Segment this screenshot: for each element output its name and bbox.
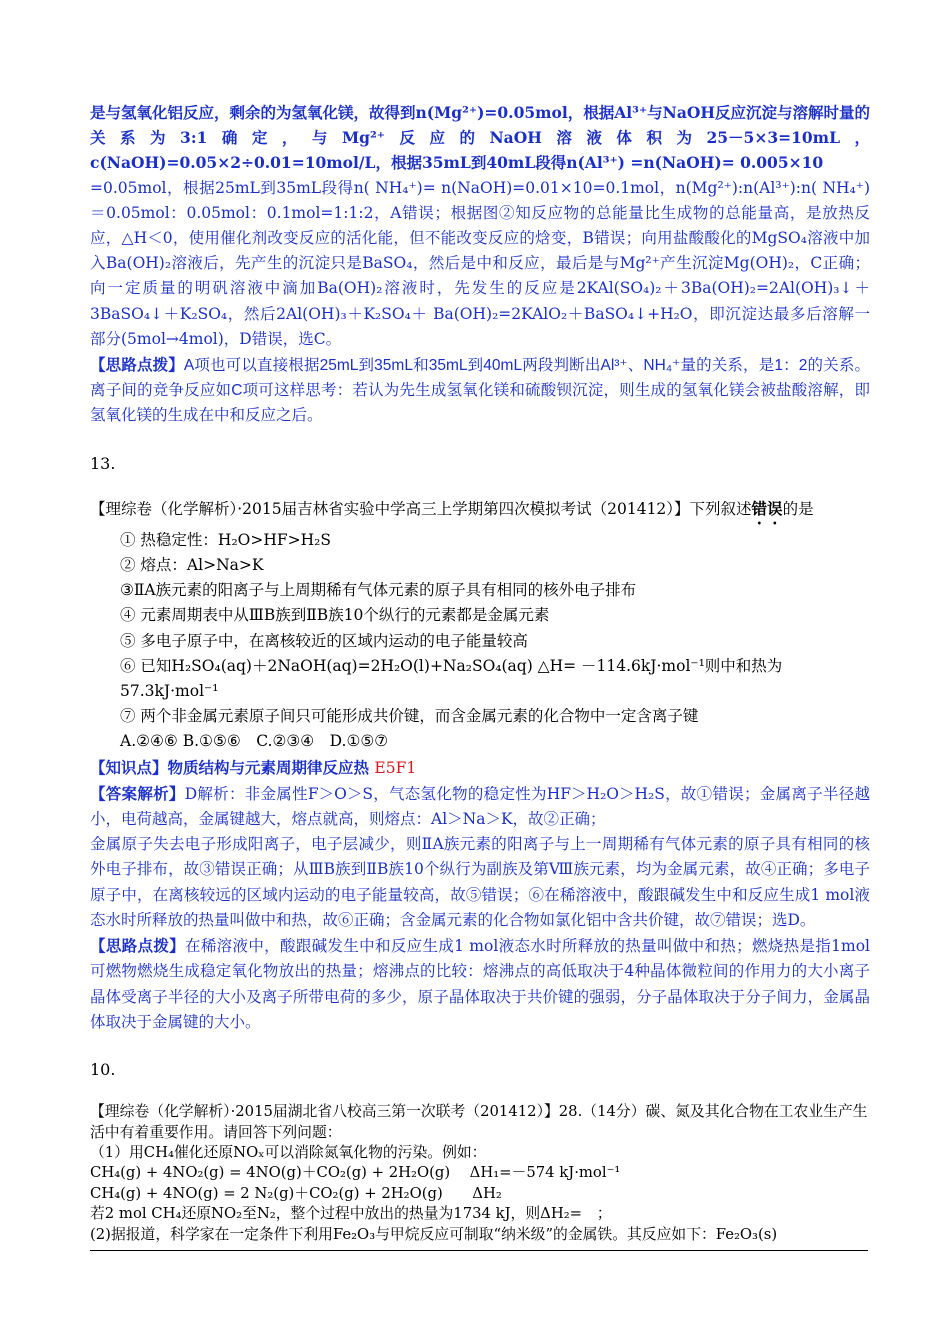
answer-analysis [90, 781, 870, 933]
question-13-source [90, 496, 870, 528]
solution-continuation [90, 100, 870, 176]
hint-block-2 [90, 933, 870, 1035]
hint-label: 【思路点拨】 [90, 355, 184, 375]
answer-text-2: 金属原子失去电子形成阳离子，电子层减少，则ⅡA族元素的阳离子与上一周期稀有气体元素的原子具有相同的核外电子排布，故③错误正确；从ⅢB族到ⅡB族10个纵行为副族及第Ⅷ族元素，均为金属元素，故④正确；多电子原子中，在离核较远的区域内运动的电子能量较高，故⑤错误；⑥在稀溶液中，酸跟碱发生中和反应生成1 mol液态水时所释放的热量叫做中和热，故⑥正确；含金属元素的化合物如氯化铝中含共价键，故⑦错误；选D。 [90, 835, 870, 929]
question-line: 若2 mol CH₄还原NO₂至N₂，整个过程中放出的热量为1734 kJ，则ΔH₂= ； [90, 1205, 612, 1223]
question-10-body [90, 1102, 870, 1245]
answer-options: A.②④⑥ B.①⑤⑥ C.②③④ D.①⑤⑦ [120, 732, 389, 751]
question-source-end: 的是 [782, 499, 814, 518]
hint-block-1 [90, 352, 870, 429]
question-line: （1）用CH₄催化还原NOₓ可以消除氮氧化物的污染。例如： [90, 1143, 487, 1161]
statement-item: ⑦ 两个非金属元素原子间只可能形成共价键，而含金属元素的化合物中一定含离子键 [120, 707, 699, 726]
page-footer-rule [90, 1250, 868, 1251]
solution-paragraph-2-wrap [90, 176, 870, 352]
knowledge-point [90, 755, 870, 781]
statement-item: ② 熔点：Al>Na>K [120, 556, 264, 575]
answer-text-1: D解析：非金属性F＞O＞S，气态氢化物的稳定性为HF＞H₂O＞H₂S，故①错误；金属离子半径越小，电荷越高，金属键越大，熔点就高，则熔点：Al＞Na＞K，故②正确； [90, 784, 870, 829]
question-number-13: 13. [90, 453, 116, 473]
equation-line: CH₄(g) + 4NO(g) = 2 N₂(g)＋CO₂(g) + 2H₂O(g) ΔH₂ [90, 1184, 502, 1202]
page-content [90, 100, 870, 1245]
hint-text: A项也可以直接根据25mL到35mL和35mL到40mL两段判断出Al³⁺、NH₄⁺量的关系，是1：2的关系。离子间的竞争反应如C项可这样思考：若认为先生成氢氧化镁和硫酸钡沉淀，则生成的氢氧化镁会被盐酸溶解，即氢氧化镁的生成在中和反应之后。 [90, 357, 870, 425]
question-source: 【理综卷（化学解析）·2015届吉林省实验中学高三上学期第四次模拟考试（201412）】下列叙述 [90, 499, 752, 518]
statement-item: ① 热稳定性：H₂O>HF>H₂S [120, 530, 331, 549]
hint-text: 在稀溶液中，酸跟碱发生中和反应生成1 mol液态水时所释放的热量叫做中和热；燃烧热是指1mol可燃物燃烧生成稳定氧化物放出的热量；熔沸点的比较：熔沸点的高低取决于4种晶体微粒间的作用力的大小离子晶体受离子半径的大小及离子所带电荷的多少，原子晶体取决于共价键的强弱，分子晶体取决于分子间力，金属晶体取决于金属键的大小。 [90, 937, 870, 1031]
statement-item: ⑤ 多电子原子中，在离核较近的区域内运动的电子能量较高 [120, 631, 528, 650]
emphasis-word: 错误 [751, 498, 783, 518]
question-line: (2)据报道，科学家在一定条件下利用Fe₂O₃与甲烷反应可制取“纳米级”的金属铁。其反应如下：Fe₂O₃(s) [90, 1225, 778, 1243]
question-number-10: 10. [90, 1059, 116, 1079]
solution-paragraph-2: =0.05mol，根据25mL到35mL段得n( NH₄⁺)= n(NaOH)=0.01×10=0.1mol，n(Mg²⁺):n(Al³⁺):n( NH₄⁺)＝0.05mol：0.05mol：0.1mol=1:1:2，A错误；根据图②知反应物的总能量比生成物的总能量高，是放热反应，△H＜0，使用催化剂改变反应的活化能，但不能改变反应的焓变，B错误；向用盐酸酸化的MgSO₄溶液中加入Ba(OH)₂溶液后，先产生的沉淀只是BaSO₄，然后是中和反应，最后是与Mg²⁺产生沉淀Mg(OH)₂，C正确；向一定质量的明矾溶液中滴加Ba(OH)₂溶液时，先发生的反应是2KAl(SO₄)₂＋3Ba(OH)₂=2Al(OH)₃↓＋3BaSO₄↓＋K₂SO₄，然后2Al(OH)₃＋K₂SO₄＋ Ba(OH)₂=2KAlO₂＋BaSO₄↓+H₂O，即沉淀达最多后溶解一部分(5mol→4mol)，D错误，选C。 [90, 178, 870, 348]
statement-item: ④ 元素周期表中从ⅢB族到ⅡB族10个纵行的元素都是金属元素 [120, 606, 550, 625]
question-source: 【理综卷（化学解析）·2015届湖北省八校高三第一次联考（201412）】28.（14分）碳、氮及其化合物在工农业生产生活中有着重要作用。请回答下列问题： [90, 1103, 868, 1141]
hint-label: 【思路点拨】 [90, 936, 186, 956]
knowledge-point-code: E5F1 [374, 758, 417, 777]
answer-label: 【答案解析】 [90, 783, 185, 803]
knowledge-point-label: 【知识点】物质结构与元素周期律反应热 [90, 757, 370, 777]
statement-list [90, 528, 870, 755]
statement-item: ⑥ 已知H₂SO₄(aq)＋2NaOH(aq)=2H₂O(l)+Na₂SO₄(aq) △H= －114.6kJ·mol⁻¹则中和热为57.3kJ·mol⁻¹ [120, 656, 783, 701]
solution-paragraph-1: 是与氢氧化铝反应，剩余的为氢氧化镁，故得到n(Mg²⁺)=0.05mol，根据Al³⁺与NaOH反应沉淀与溶解时量的关系为3:1确定，与Mg²⁺反应的NaOH溶液体积为25－5×3=10mL，c(NaOH)=0.05×2÷0.01=10mol/L，根据35mL到40mL段得n(Al³⁺) =n(NaOH)= 0.005×10 [90, 103, 871, 173]
statement-item: ③ⅡA族元素的阳离子与上周期稀有气体元素的原子具有相同的核外电子排布 [120, 581, 637, 600]
equation-line: CH₄(g) + 4NO₂(g) = 4NO(g)＋CO₂(g) + 2H₂O(g) ΔH₁=－574 kJ·mol⁻¹ [90, 1164, 621, 1182]
